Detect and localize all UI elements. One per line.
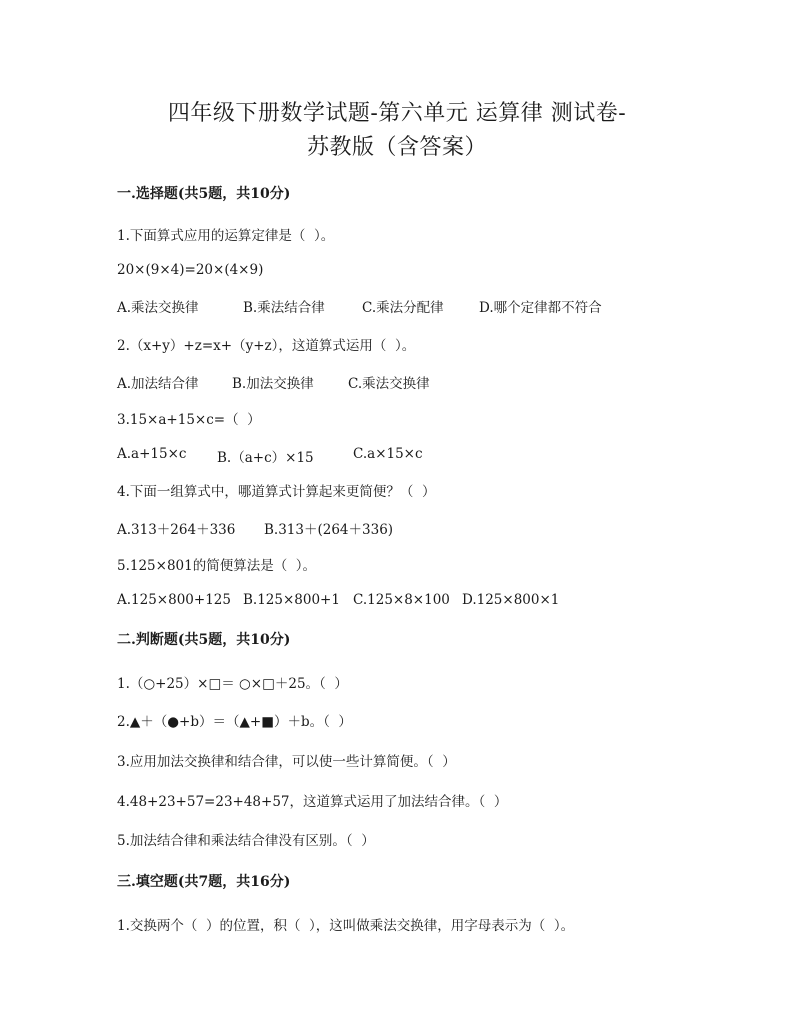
q1-option-d: D.哪个定律都不符合 (479, 300, 602, 316)
q1-expression: 20×(9×4)=20×(4×9) (117, 262, 264, 278)
q1-option-c: C.乘法分配律 (362, 300, 444, 316)
q4-option-b: B.313＋(264＋336) (264, 522, 394, 538)
q1-option-a: A.乘法交换律 (117, 300, 199, 316)
judge-item-5: 5.加法结合律和乘法结合律没有区别。（ ） (117, 833, 375, 849)
q2-option-c: C.乘法交换律 (348, 376, 430, 392)
judge-item-1: 1.（○+25）×□＝ ○×□＋25。（ ） (117, 676, 348, 692)
q3-stem: 3.15×a+15×c=（ ） (117, 412, 261, 428)
q3-option-a: A.a+15×c (117, 446, 187, 462)
q5-option-a: A.125×800+125 (117, 592, 231, 608)
judge-item-4: 4.48+23+57=23+48+57，这道算式运用了加法结合律。（ ） (117, 794, 508, 810)
section1-heading: 一.选择题(共5题，共10分) (117, 186, 291, 202)
q1-stem: 1.下面算式应用的运算定律是（ ）。 (117, 228, 335, 244)
judge-item-2: 2.▲＋（●+b）＝（▲+■）＋b。（ ） (117, 714, 352, 730)
q2-option-a: A.加法结合律 (117, 376, 199, 392)
document-title-line1: 四年级下册数学试题-第六单元 运算律 测试卷- (167, 101, 627, 126)
q3-option-b: B.（a+c）×15 (217, 450, 314, 466)
q5-option-b: B.125×800+1 (243, 592, 340, 608)
q5-option-d: D.125×800×1 (462, 592, 560, 608)
q5-stem: 5.125×801的简便算法是（ ）。 (117, 558, 317, 574)
section2-heading: 二.判断题(共5题，共10分) (117, 632, 291, 648)
judge-item-3: 3.应用加法交换律和结合律，可以使一些计算简便。（ ） (117, 754, 456, 770)
fill-item-1: 1.交换两个（ ）的位置，积（ ），这叫做乘法交换律，用字母表示为（ ）。 (117, 918, 575, 934)
q1-option-b: B.乘法结合律 (243, 300, 325, 316)
q4-option-a: A.313＋264＋336 (117, 522, 236, 538)
q3-option-c: C.a×15×c (353, 446, 423, 462)
q2-stem: 2.（x+y）+z=x+（y+z），这道算式运用（ ）。 (117, 338, 416, 354)
q5-option-c: C.125×8×100 (353, 592, 450, 608)
q4-stem: 4.下面一组算式中，哪道算式计算起来更简便？（ ） (117, 484, 436, 500)
section3-heading: 三.填空题(共7题，共16分) (117, 874, 291, 890)
q2-option-b: B.加法交换律 (232, 376, 314, 392)
document-title-line2: 苏教版（含答案） (306, 135, 487, 160)
